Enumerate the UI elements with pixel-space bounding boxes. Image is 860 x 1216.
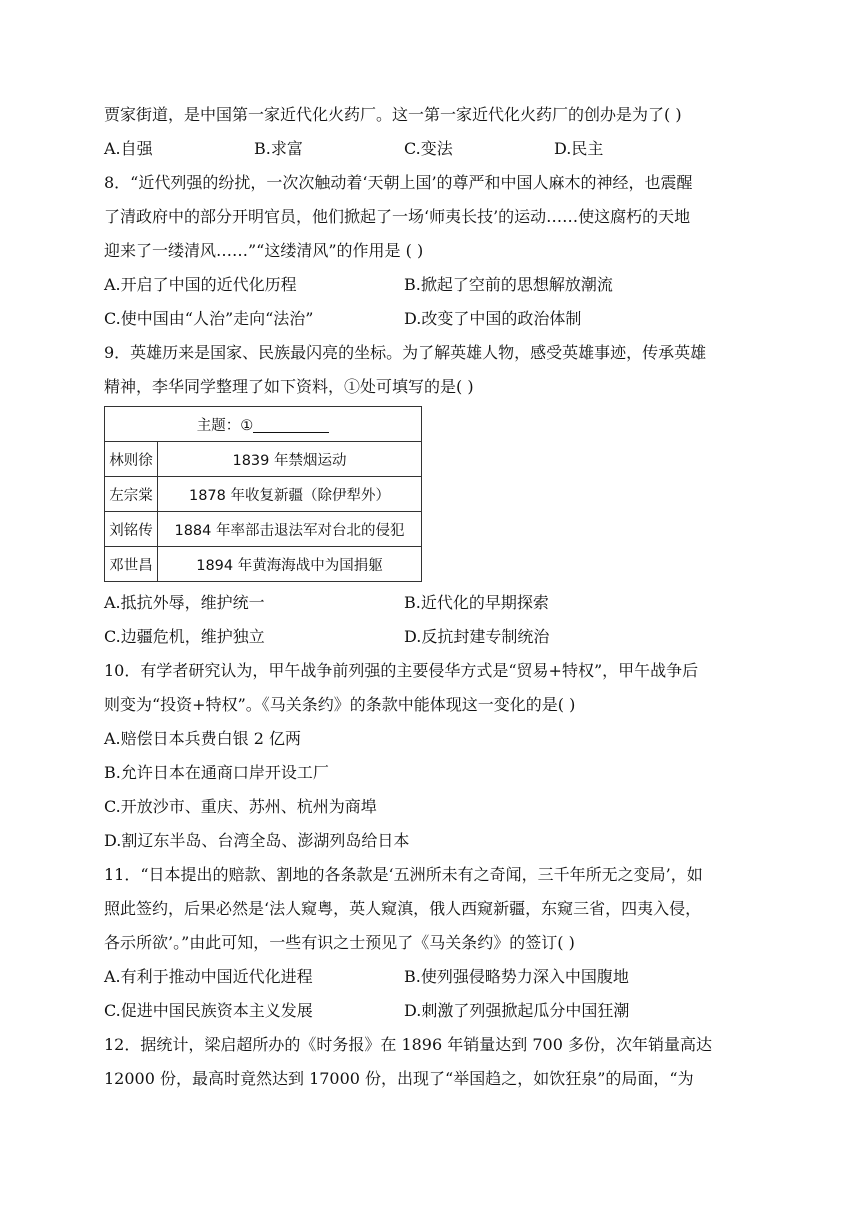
question-9-stem: 精神，李华同学整理了如下资料，①处可填写的是( ): [104, 377, 474, 396]
question-10-stem: 则变为“投资+特权”。《马关条约》的条款中能体现这一变化的是( ): [104, 695, 576, 714]
table-cell-event: 1894 年黄海海战中为国捐躯: [158, 547, 422, 582]
question-12-stem: 12000 份，最高时竟然达到 17000 份，出现了“举国趋之，如饮狂泉”的局面，“为: [104, 1069, 694, 1088]
q11-option-b[interactable]: B.使列强侵略势力深入中国腹地: [404, 967, 629, 986]
table-row: [105, 477, 422, 512]
q9-option-d[interactable]: D.反抗封建专制统治: [404, 627, 550, 646]
table-cell-name: 刘铭传: [105, 512, 158, 547]
q10-option-c[interactable]: C.开放沙市、重庆、苏州、杭州为商埠: [104, 797, 377, 816]
q9-option-a[interactable]: A.抵抗外辱，维护统一: [104, 593, 265, 612]
table-row: [105, 547, 422, 582]
question-8-stem: 8．“近代列强的纷扰，一次次触动着‘天朝上国’的尊严和中国人麻木的神经，也震醒: [104, 173, 693, 192]
question-9-stem: 9．英雄历来是国家、民族最闪亮的坐标。为了解英雄人物，感受英雄事迹，传承英雄: [104, 343, 707, 362]
q7-option-b[interactable]: B.求富: [254, 139, 303, 158]
question-10-stem: 10．有学者研究认为，甲午战争前列强的主要侵华方式是“贸易+特权”，甲午战争后: [104, 661, 699, 680]
q8-option-c[interactable]: C.使中国由“人治”走向“法治”: [104, 309, 314, 328]
question-12-stem: 12．据统计，梁启超所办的《时务报》在 1896 年销量达到 700 多份，次年销量高达: [104, 1035, 712, 1054]
q7-option-d[interactable]: D.民主: [554, 139, 604, 158]
q8-option-b[interactable]: B.掀起了空前的思想解放潮流: [404, 275, 613, 294]
table-row: [105, 442, 422, 477]
table-cell-name: 邓世昌: [105, 547, 158, 582]
q10-option-d[interactable]: D.割辽东半岛、台湾全岛、澎湖列岛给日本: [104, 831, 410, 850]
hero-table: [104, 406, 422, 582]
table-cell-event: 1839 年禁烟运动: [158, 442, 422, 477]
q9-option-b[interactable]: B.近代化的早期探索: [404, 593, 549, 612]
table-cell-name: 林则徐: [105, 442, 158, 477]
table-cell-name: 左宗棠: [105, 477, 158, 512]
q10-option-b[interactable]: B.允许日本在通商口岸开设工厂: [104, 763, 329, 782]
table-cell-event: 1884 年率部击退法军对台北的侵犯: [158, 512, 422, 547]
question-8-stem: 迎来了一缕清风……”“这缕清风”的作用是 ( ): [104, 241, 424, 260]
q8-option-d[interactable]: D.改变了中国的政治体制: [404, 309, 582, 328]
question-11-stem: 各示所欲’。”由此可知，一些有识之士预见了《马关条约》的签订( ): [104, 933, 575, 952]
table-cell-event: 1878 年收复新疆（除伊犁外）: [158, 477, 422, 512]
q11-option-c[interactable]: C.促进中国民族资本主义发展: [104, 1001, 313, 1020]
q7-option-c[interactable]: C.变法: [404, 139, 453, 158]
q8-option-a[interactable]: A.开启了中国的近代化历程: [104, 275, 297, 294]
question-11-stem: 11．“日本提出的赔款、割地的各条款是‘五洲所未有之奇闻，三千年所无之变局’，如: [104, 865, 703, 884]
q9-option-c[interactable]: C.边疆危机，维护独立: [104, 627, 265, 646]
question-7-stem: 贾家街道，是中国第一家近代化火药厂。这一第一家近代化火药厂的创办是为了( ): [104, 105, 682, 124]
question-8-stem: 了清政府中的部分开明官员，他们掀起了一场‘师夷长技’的运动……使这腐朽的天地: [104, 207, 691, 226]
table-row: [105, 512, 422, 547]
question-11-stem: 照此签约，后果必然是‘法人窥粤，英人窥滇，俄人西窥新疆，东窥三省，四夷入侵，: [104, 899, 702, 918]
q7-option-a[interactable]: A.自强: [104, 139, 153, 158]
q11-option-a[interactable]: A.有利于推动中国近代化进程: [104, 967, 313, 986]
q11-option-d[interactable]: D.刺激了列强掀起瓜分中国狂潮: [404, 1001, 630, 1020]
q10-option-a[interactable]: A.赔偿日本兵费白银 2 亿两: [104, 729, 301, 748]
fill-blank: [253, 416, 329, 433]
table-header: 主题：①: [105, 407, 422, 442]
